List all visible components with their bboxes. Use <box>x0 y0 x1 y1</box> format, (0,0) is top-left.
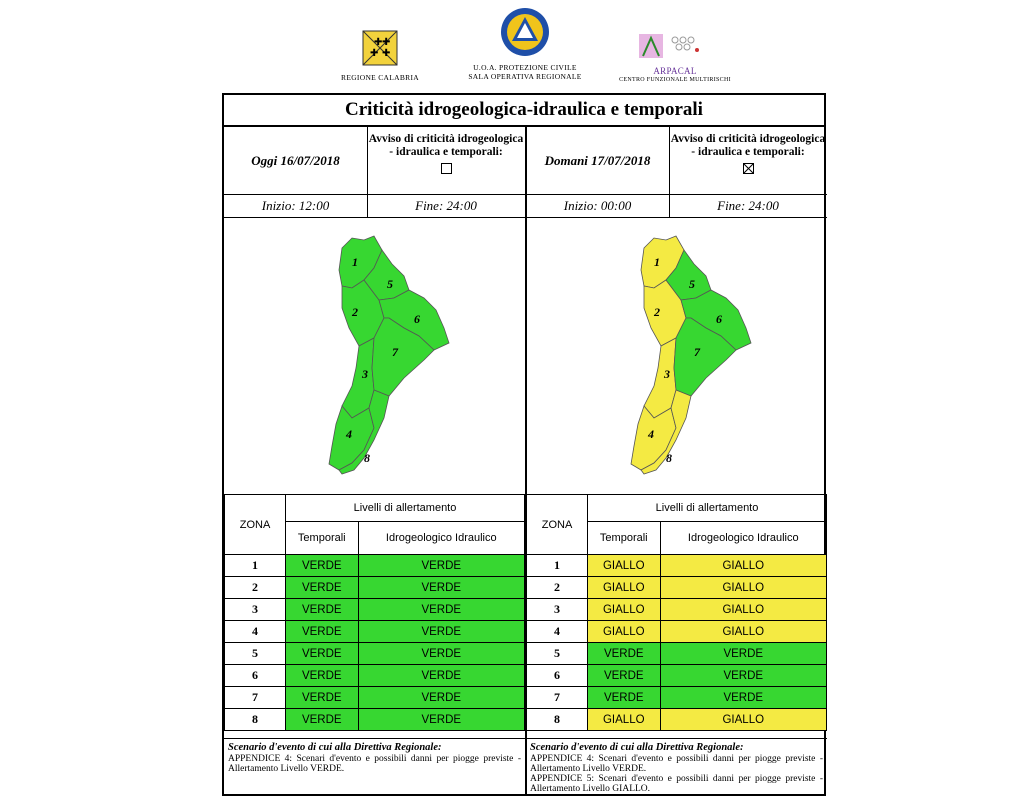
avviso-checkbox <box>441 163 452 174</box>
idro-cell: GIALLO <box>660 599 826 621</box>
x-mark-icon <box>744 164 753 173</box>
table-row <box>527 599 827 621</box>
temporali-cell: VERDE <box>588 643 661 665</box>
temporali-cell: VERDE <box>286 577 359 599</box>
table-row <box>527 665 827 687</box>
idro-header: Idrogeologico Idraulico <box>358 522 524 555</box>
panel-tomorrow <box>526 127 827 796</box>
temporali-cell: VERDE <box>286 643 359 665</box>
map-zone-label: 7 <box>694 345 700 359</box>
idro-cell: VERDE <box>358 555 524 577</box>
idro-cell: VERDE <box>660 643 826 665</box>
map-zone-label: 6 <box>414 312 420 326</box>
pc-line2: SALA OPERATIVA REGIONALE <box>468 72 582 81</box>
temporali-header: Temporali <box>286 522 359 555</box>
temporali-cell: GIALLO <box>588 577 661 599</box>
idro-cell: VERDE <box>358 621 524 643</box>
bulletin-frame <box>222 93 826 796</box>
table-row <box>225 643 525 665</box>
idro-cell: GIALLO <box>660 577 826 599</box>
zona-cell: 1 <box>527 555 588 577</box>
zona-header: ZONA <box>527 495 588 555</box>
map-zone-label: 6 <box>716 312 722 326</box>
zona-cell: 2 <box>527 577 588 599</box>
idro-cell: VERDE <box>358 687 524 709</box>
avviso-box <box>670 127 826 194</box>
temporali-cell: GIALLO <box>588 709 661 731</box>
regione-calabria-logo <box>330 28 430 82</box>
svg-text:✚: ✚ <box>374 37 383 48</box>
svg-text:✚: ✚ <box>382 48 391 59</box>
table-row <box>225 599 525 621</box>
idro-cell: VERDE <box>358 665 524 687</box>
map-zone-label: 4 <box>346 427 352 441</box>
avviso-box <box>368 127 524 194</box>
zona-cell: 4 <box>527 621 588 643</box>
livelli-header: Livelli di allertamento <box>286 495 525 522</box>
temporali-cell: VERDE <box>588 687 661 709</box>
scenario-line: APPENDICE 5: Scenari d'evento e possibili danni per piogge previste - Allertamento Livello GIALLO. <box>530 774 823 794</box>
arpacal-logo <box>615 32 735 85</box>
panel-header <box>526 127 827 195</box>
inizio-label: Inizio: 00:00 <box>526 195 670 217</box>
zona-cell: 6 <box>527 665 588 687</box>
table-row <box>527 643 827 665</box>
map-zone-label: 4 <box>648 427 654 441</box>
calabria-zones-map <box>224 218 525 493</box>
protezione-civile-emblem-icon <box>499 6 551 58</box>
day-label: Domani 17/07/2018 <box>526 127 670 194</box>
bulletin-title: Criticità idrogeologica-idraulica e temporali <box>224 95 824 127</box>
temporali-cell: VERDE <box>286 709 359 731</box>
map-zone-label: 3 <box>362 367 368 381</box>
table-row <box>225 555 525 577</box>
zona-cell: 5 <box>527 643 588 665</box>
scenario-heading: Scenario d'evento di cui alla Direttiva Regionale: <box>530 742 744 753</box>
temporali-cell: VERDE <box>588 665 661 687</box>
table-row <box>225 665 525 687</box>
temporali-header: Temporali <box>588 522 661 555</box>
fine-label: Fine: 24:00 <box>717 198 779 213</box>
table-row <box>527 555 827 577</box>
panel-today <box>224 127 527 796</box>
inizio-label: Inizio: 12:00 <box>224 195 368 217</box>
map-zone-label: 5 <box>387 277 393 291</box>
map-zone-label: 3 <box>664 367 670 381</box>
zona-cell: 7 <box>527 687 588 709</box>
idro-cell: VERDE <box>358 643 524 665</box>
temporali-cell: GIALLO <box>588 555 661 577</box>
protezione-civile-logo <box>455 6 595 81</box>
map-zone-label: 2 <box>654 305 660 319</box>
idro-cell: VERDE <box>358 577 524 599</box>
day-label: Oggi 16/07/2018 <box>224 127 368 194</box>
arpacal-sub: CENTRO FUNZIONALE MULTIRISCHI <box>619 77 731 83</box>
map-zone-label: 1 <box>654 255 660 269</box>
calabria-map <box>526 218 827 493</box>
arpacal-name: ARPACAL <box>653 66 697 76</box>
idro-header: Idrogeologico Idraulico <box>660 522 826 555</box>
livelli-header: Livelli di allertamento <box>588 495 827 522</box>
fine-label: Fine: 24:00 <box>415 198 477 213</box>
zona-cell: 8 <box>225 709 286 731</box>
time-row <box>224 195 525 218</box>
table-row <box>527 577 827 599</box>
scenario-line: APPENDICE 4: Scenari d'evento e possibili danni per piogge previste - Allertamento Livello VERDE. <box>530 754 823 774</box>
zona-cell: 5 <box>225 643 286 665</box>
pc-line1: U.O.A. PROTEZIONE CIVILE <box>473 63 577 72</box>
avviso-label: Avviso di criticità idrogeologica - idraulica e temporali: <box>670 133 826 158</box>
temporali-cell: GIALLO <box>588 599 661 621</box>
table-row <box>527 621 827 643</box>
temporali-cell: VERDE <box>286 599 359 621</box>
temporali-cell: VERDE <box>286 555 359 577</box>
temporali-cell: VERDE <box>286 687 359 709</box>
zona-cell: 3 <box>225 599 286 621</box>
scenario-line: APPENDICE 4: Scenari d'evento e possibili danni per piogge previste - Allertamento Livello VERDE. <box>228 754 521 774</box>
map-zone-label: 5 <box>689 277 695 291</box>
panel-header <box>224 127 525 195</box>
zona-cell: 8 <box>527 709 588 731</box>
svg-text:✚: ✚ <box>370 48 379 59</box>
idro-cell: VERDE <box>358 709 524 731</box>
table-row <box>527 687 827 709</box>
avviso-label: Avviso di criticità idrogeologica - idraulica e temporali: <box>368 133 524 158</box>
map-zone-label: 8 <box>666 451 672 465</box>
scenario-heading: Scenario d'evento di cui alla Direttiva Regionale: <box>228 742 442 753</box>
zona-cell: 1 <box>225 555 286 577</box>
map-zone-label: 8 <box>364 451 370 465</box>
zona-cell: 3 <box>527 599 588 621</box>
scenario-box <box>224 738 525 796</box>
map-zone-label: 7 <box>392 345 398 359</box>
table-row <box>225 577 525 599</box>
time-row <box>526 195 827 218</box>
idro-cell: GIALLO <box>660 709 826 731</box>
scenario-box <box>526 738 827 796</box>
table-row <box>527 709 827 731</box>
map-zone-label: 2 <box>352 305 358 319</box>
alert-table <box>526 494 827 731</box>
calabria-zones-map <box>526 218 827 493</box>
calabria-caption: REGIONE CALABRIA <box>341 73 419 82</box>
svg-text:✚: ✚ <box>382 37 391 48</box>
temporali-cell: GIALLO <box>588 621 661 643</box>
table-row <box>225 709 525 731</box>
calabria-shield-icon <box>360 28 400 68</box>
idro-cell: GIALLO <box>660 621 826 643</box>
table-row <box>225 687 525 709</box>
temporali-cell: VERDE <box>286 665 359 687</box>
table-row <box>225 621 525 643</box>
alert-table <box>224 494 525 731</box>
arpacal-emblem-icon <box>635 32 715 62</box>
temporali-cell: VERDE <box>286 621 359 643</box>
calabria-map <box>224 218 525 493</box>
idro-cell: VERDE <box>660 687 826 709</box>
zona-cell: 6 <box>225 665 286 687</box>
zona-header: ZONA <box>225 495 286 555</box>
avviso-checkbox-checked <box>743 163 754 174</box>
zona-cell: 4 <box>225 621 286 643</box>
idro-cell: VERDE <box>660 665 826 687</box>
zona-cell: 7 <box>225 687 286 709</box>
map-zone-label: 1 <box>352 255 358 269</box>
zona-cell: 2 <box>225 577 286 599</box>
idro-cell: VERDE <box>358 599 524 621</box>
idro-cell: GIALLO <box>660 555 826 577</box>
